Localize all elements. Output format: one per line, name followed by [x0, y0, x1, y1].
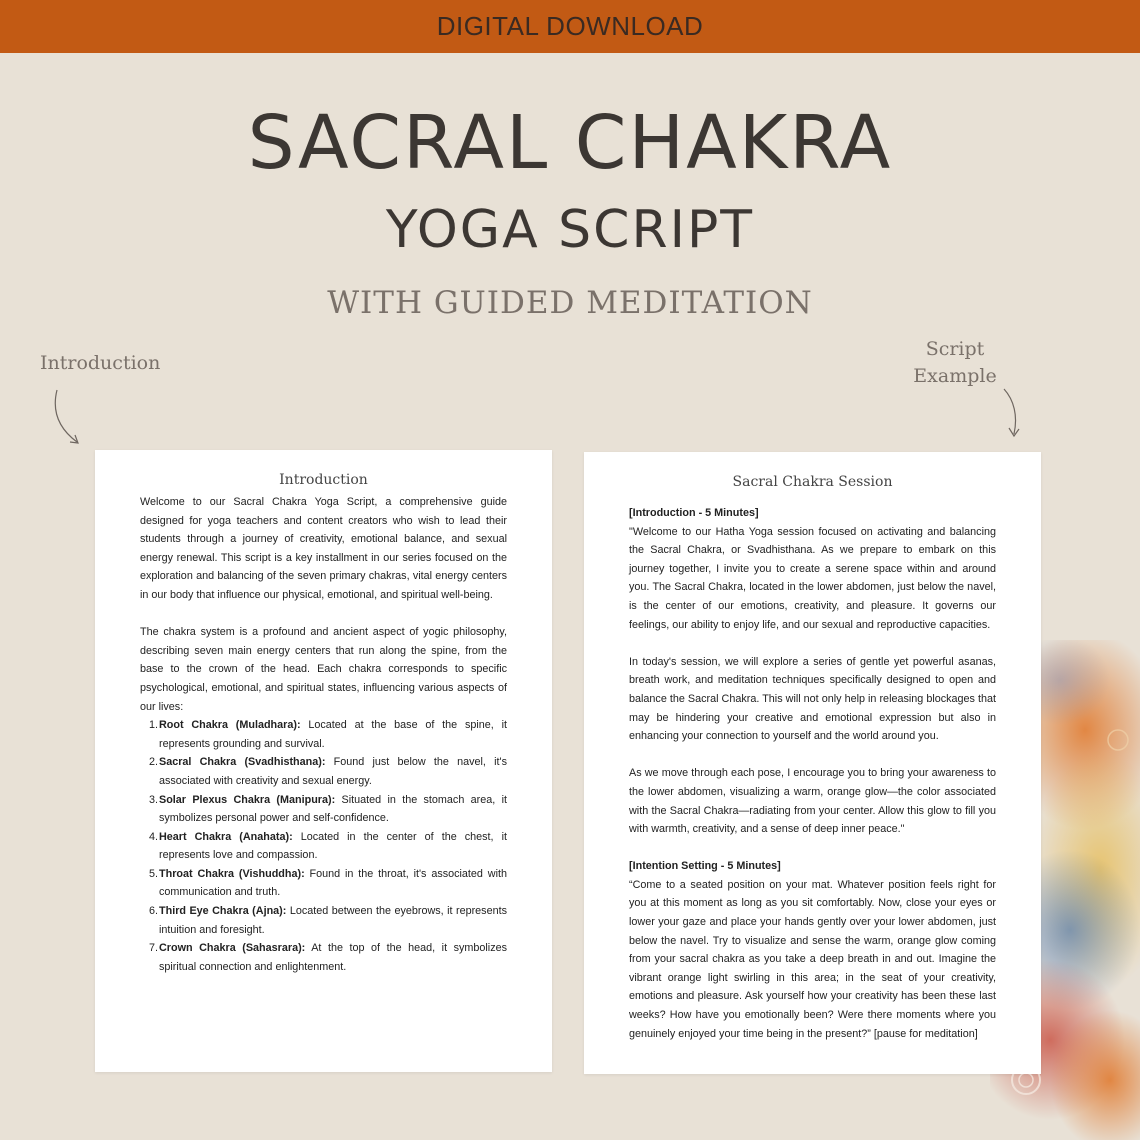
intro-paragraph-2: The chakra system is a profound and ancient aspect of yogic philosophy, describing seven main energy centers that run along the spine, from the base to the crown of the head. Each chakra corresponds to specific psychological, emotional, and spiritual states, influencing various aspects of our lives:	[140, 626, 507, 713]
list-item: 4. Heart Chakra (Anahata): Located in the center of the chest, it represents love and compassion.	[148, 830, 507, 862]
script-paragraph-2: In today's session, we will explore a series of gentle yet powerful asanas, breath work, and meditation techniques specifically designed to open and balance the Sacral Chakra. This will not only help in releasing blockages that may be hindering your creative and emotional expression but also in enhancing your connection to yourself and the world around you.	[629, 655, 996, 743]
list-item: 1. Root Chakra (Muladhara): Located at the base of the spine, it represents grounding and survival.	[148, 719, 507, 750]
subtitle-guided-meditation: WITH GUIDED MEDITATION	[327, 285, 813, 321]
script-paragraph-4: “Come to a seated position on your mat. Whatever position feels right for you at this moment as long as you sit comfortably. Now, close your eyes or lower your gaze and place your hands gently over your lower abdomen, just below the navel. Try to visualize and sense the warm, orange glow coming from your sacral chakra as you take a deep breath in and out. Imagine the vibrant orange light swirling in this area; in the seat of your creativity, emotions and pleasure. Ask yourself how your creativity has been these last weeks? How have you emotionally been? Were there moments where you genuinely enjoyed your time being in the present?” [pause for meditation]	[629, 878, 996, 1040]
script-page-title: Sacral Chakra Session	[732, 474, 893, 490]
digital-download-banner	[0, 0, 1140, 53]
list-item: 5. Throat Chakra (Vishuddha): Found in the throat, it's associated with communication and truth.	[148, 867, 507, 899]
chakra-list	[140, 716, 507, 976]
title-sacral-chakra: SACRAL CHAKRA	[247, 100, 893, 186]
introduction-page-body	[95, 493, 552, 976]
script-paragraph-3: As we move through each pose, I encourage you to bring your awareness to the lower abdomen, visualizing a warm, orange glow—the color associated with the Sacral Chakra—radiating from your center. Allow this glow to fill you with warmth, creativity, and a sense of deep inner peace."	[629, 767, 996, 836]
list-item: 7. Crown Chakra (Sahasrara): At the top of the head, it symbolizes spiritual connection and enlightenment.	[148, 942, 507, 973]
intro-paragraph-1: Welcome to our Sacral Chakra Yoga Script, a comprehensive guide designed for yoga teachers and content creators who wish to lead their students through a journey of creativity, emotional balance, and sexual energy renewal. This script is a key installment in our series focused on the exploration and balancing of the seven primary chakras, vital energy centers in our body that influence our physical, emotional, and spiritual well-being.	[140, 496, 507, 601]
section-heading-introduction: [Introduction - 5 Minutes]	[629, 507, 759, 519]
introduction-label: Introduction	[40, 352, 161, 374]
script-page-body	[584, 504, 1041, 1043]
title-yoga-script: YOGA SCRIPT	[385, 200, 755, 260]
script-example-label-line2: Example	[913, 365, 997, 387]
script-example-label	[900, 336, 1010, 390]
list-item: 6. Third Eye Chakra (Ajna): Located between the eyebrows, it represents intuition and foresight.	[148, 905, 507, 936]
script-example-page	[584, 452, 1041, 1074]
banner-text: DIGITAL DOWNLOAD	[436, 11, 704, 41]
left-curved-arrow-icon	[50, 388, 84, 448]
right-curved-arrow-icon	[998, 386, 1028, 440]
section-heading-intention: [Intention Setting - 5 Minutes]	[629, 860, 781, 873]
script-paragraph-1: "Welcome to our Hatha Yoga session focused on activating and balancing the Sacral Chakra, or Svadhisthana. As we prepare to embark on this journey together, I invite you to create a serene space within and around you. The Sacral Chakra, located in the lower abdomen, just below the navel, is the center of our emotions, creativity, and pleasure. It governs our feelings, our ability to enjoy life, and our sexual and reproductive capacities.	[629, 525, 996, 631]
introduction-page-title: Introduction	[279, 472, 368, 488]
list-item: 3. Solar Plexus Chakra (Manipura): Situated in the stomach area, it symbolizes personal power and self-confidence.	[148, 793, 507, 825]
list-item: 2. Sacral Chakra (Svadhisthana): Found just below the navel, it's associated with creativity and sexual energy.	[148, 756, 507, 787]
introduction-page	[95, 450, 552, 1072]
script-example-label-line1: Script	[925, 338, 985, 360]
